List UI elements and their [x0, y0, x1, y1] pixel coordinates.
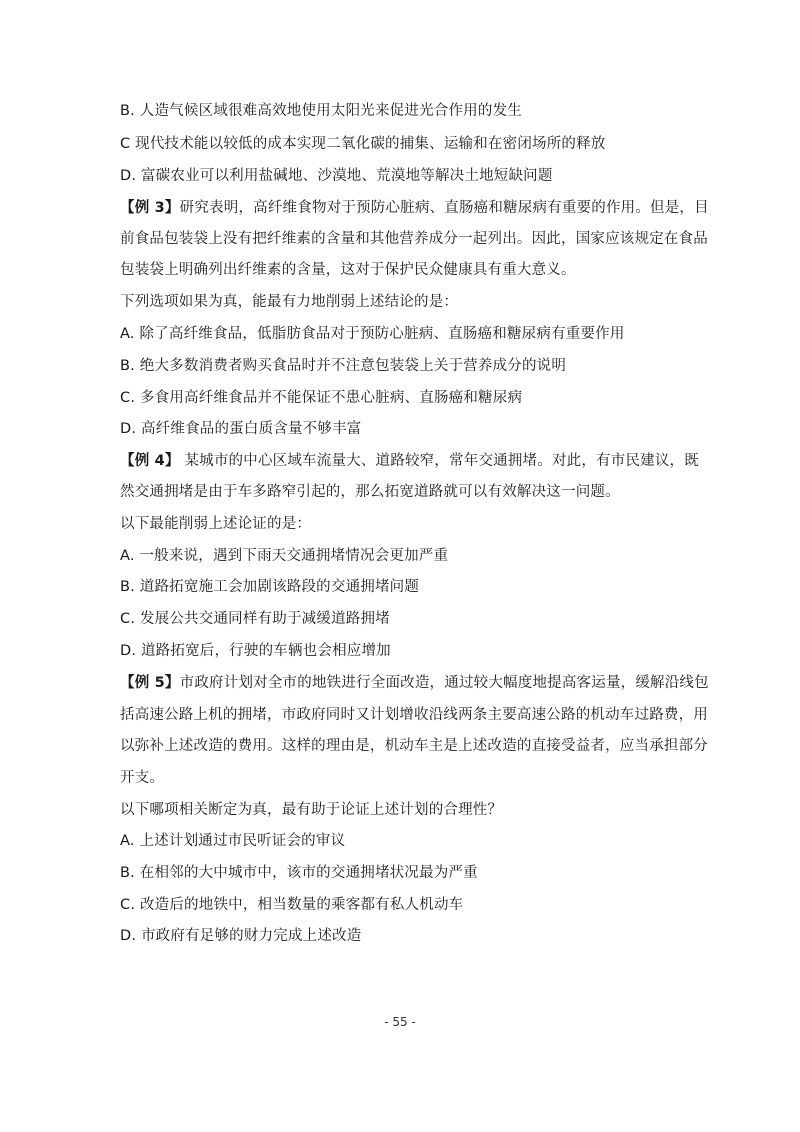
ex3-option-a: A. 除了高纤维食品，低脂肪食品对于预防心脏病、直肠癌和糖尿病有重要作用 [120, 326, 625, 342]
ex5-option-a: A. 上述计划通过市民听证会的审议 [120, 833, 346, 849]
ex3-question: 下列选项如果为真，能最有力地削弱上述结论的是： [120, 294, 459, 310]
ex5-label: 【例 5】 [120, 675, 180, 691]
ex2-option-c: C 现代技术能以较低的成本实现二氧化碳的捕集、运输和在密闭场所的释放 [120, 136, 606, 152]
ex2-option-b: B. 人造气候区域很难高效地使用太阳光来促进光合作用的发生 [120, 103, 522, 119]
ex4-question: 以下最能削弱上述论证的是： [120, 516, 312, 532]
ex4-option-d: D. 道路拓宽后，行驶的车辆也会相应增加 [120, 643, 391, 659]
ex5-option-c: C. 改造后的地铁中，相当数量的乘客都有私人机动车 [120, 897, 464, 913]
ex4-stem-line2: 然交通拥堵是由于车多路窄引起的，那么拓宽道路就可以有效解决这一问题。 [120, 484, 620, 500]
ex4-option-c: C. 发展公共交通同样有助于减缓道路拥堵 [120, 611, 390, 627]
ex4-stem-text1: 某城市的中心区域车流量大、道路较窄，常年交通拥堵。对此，有市民建议，既 [179, 453, 699, 469]
ex4-option-a: A. 一般来说，遇到下雨天交通拥堵情况会更加严重 [120, 548, 449, 564]
ex3-option-d: D. 高纤维食品的蛋白质含量不够丰富 [120, 421, 362, 437]
ex5-stem-line4: 开支。 [120, 770, 165, 786]
ex3-stem-text1: 研究表明，高纤维食物对于预防心脏病、直肠癌和糖尿病有重要的作用。但是，目 [179, 200, 709, 216]
ex4-option-b: B. 道路拓宽施工会加剧该路段的交通拥堵问题 [120, 579, 420, 595]
ex3-label: 【例 3】 [120, 200, 180, 216]
ex5-stem-text1: 市政府计划对全市的地铁进行全面改造，通过较大幅度地提高客运量，缓解沿线包 [179, 675, 709, 691]
ex3-option-b: B. 绝大多数消费者购买食品时并不注意包装袋上关于营养成分的说明 [120, 358, 567, 374]
ex5-stem-line3: 以弥补上述改造的费用。这样的理由是，机动车主是上述改造的直接受益者，应当承担部分 [120, 738, 708, 754]
ex2-option-d: D. 富碳农业可以利用盐碱地、沙漠地、荒漠地等解决土地短缺问题 [120, 168, 553, 184]
ex5-option-d: D. 市政府有足够的财力完成上述改造 [120, 928, 362, 944]
ex5-stem-line1 [120, 673, 709, 693]
ex4-label: 【例 4】 [120, 453, 180, 469]
ex4-stem-line1 [120, 451, 700, 471]
page-number: - 55 - [384, 1015, 416, 1029]
ex5-option-b: B. 在相邻的大中城市中，该市的交通拥堵状况最为严重 [120, 865, 478, 881]
ex3-option-c: C. 多食用高纤维食品并不能保证不患心脏病、直肠癌和糖尿病 [120, 390, 523, 406]
ex5-question: 以下哪项相关断定为真，最有助于论证上述计划的合理性？ [120, 802, 503, 818]
ex3-stem-line2: 前食品包装袋上没有把纤维素的含量和其他营养成分一起列出。因此，国家应该规定在食品 [120, 231, 708, 247]
ex3-stem-line3: 包装袋上明确列出纤维素的含量，这对于保护民众健康具有重大意义。 [120, 262, 576, 278]
ex3-stem-line1 [120, 198, 709, 218]
ex5-stem-line2: 括高速公路上机的拥堵，市政府同时又计划增收沿线两条主要高速公路的机动车过路费，用 [120, 707, 708, 723]
